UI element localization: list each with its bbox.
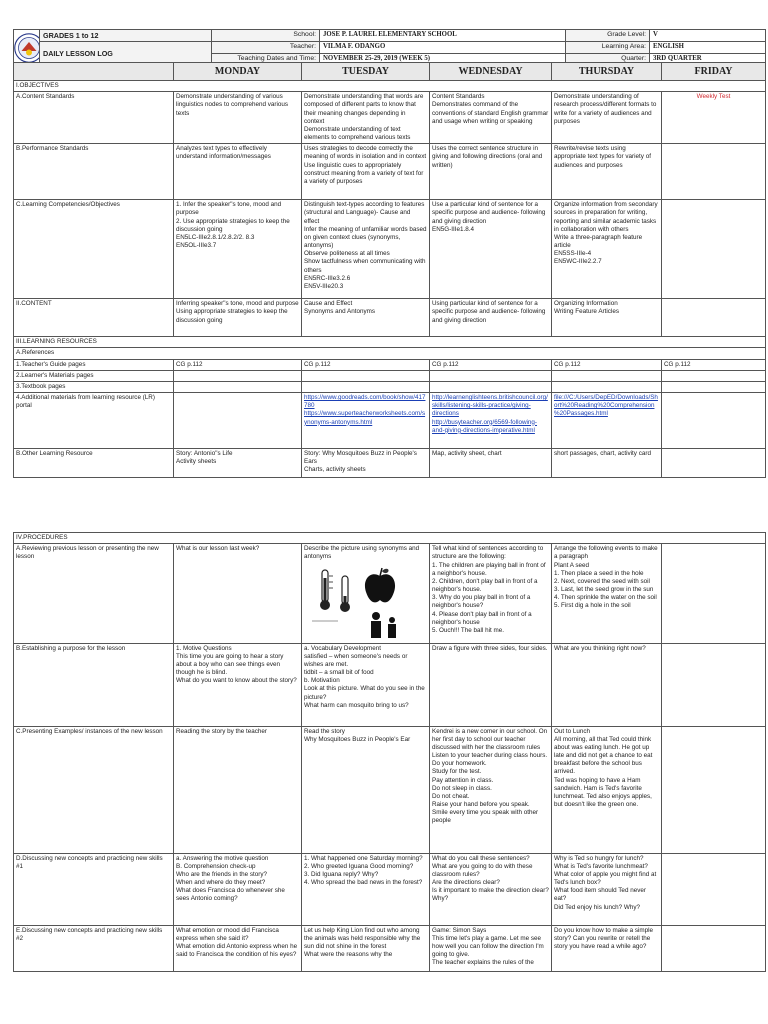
school-value: JOSE P. LAUREL ELEMENTARY SCHOOL — [320, 30, 566, 42]
cell-wednesday: CG p.112 — [430, 359, 552, 370]
row-label: D.Discussing new concepts and practicing new skills #1 — [14, 853, 174, 925]
row-label: B.Performance Standards — [14, 144, 174, 200]
discussing-skills-1-row — [14, 853, 766, 925]
cell-wednesday: Using particular kind of sentence for a specific purpose and audience- following and giving direction — [430, 299, 552, 337]
cell-monday: Inferring speaker"s tone, mood and purpose Using appropriate strategies to keep the discussion going — [174, 299, 302, 337]
competencies-row — [14, 200, 766, 299]
cell-tuesday: Cause and Effect Synonyms and Antonyms — [302, 299, 430, 337]
apple-icon — [362, 566, 398, 606]
discussing-skills-2-row — [14, 925, 766, 971]
cell-friday — [662, 544, 766, 643]
cell-friday — [662, 299, 766, 337]
cell-tuesday — [302, 544, 430, 643]
cell-tuesday: Read the story Why Mosquitoes Buzz in People's Ear — [302, 726, 430, 853]
additional-materials-row — [14, 393, 766, 449]
lesson-table-upper — [13, 62, 766, 478]
cell-monday: Story: Antonio"s Life Activity sheets — [174, 449, 302, 478]
resource-link-wednesday[interactable]: http://learnenglishteens.britishcouncil.org/skills/listening-skills-practice/giving-directions http://busyteacher.org/6569-following-and-giving-directions-imperative.html — [430, 393, 552, 449]
row-label: 1.Teacher's Guide pages — [14, 359, 174, 370]
cell-monday: 1. Infer the speaker"s tone, mood and purpose 2. Use appropriate strategies to keep the discussion going EN5LC-IIIe2.8.1/2.8.2/2. 8.3 EN5OL-IIIe3.7 — [174, 200, 302, 299]
cell-wednesday: Map, activity sheet, chart — [430, 449, 552, 478]
cell-monday — [174, 393, 302, 449]
row-label: E.Discussing new concepts and practicing new skills #2 — [14, 925, 174, 971]
cell-monday: CG p.112 — [174, 359, 302, 370]
cell-wednesday: Use a particular kind of sentence for a specific purpose and audience- following and giving direction EN5G-IIIe1.8.4 — [430, 200, 552, 299]
teacher-label: Teacher: — [212, 42, 320, 54]
row-label: B.Establishing a purpose for the lesson — [14, 643, 174, 726]
header-table — [13, 29, 766, 66]
cell-friday — [662, 853, 766, 925]
references-heading: A.References — [14, 348, 766, 359]
teacher-value: VILMA F. ODANGO — [320, 42, 566, 54]
cell-wednesday: Draw a figure with three sides, four sides. — [430, 643, 552, 726]
cell-tuesday: a. Vocabulary Development satisfied – when someone's needs or wishes are met. tidbit – a small bit of food b. Motivation Look at this picture. What do you see in the picture? What harm can mosquito bring to us? — [302, 643, 430, 726]
row-label: 4.Additional materials from learning resource (LR) portal — [14, 393, 174, 449]
small-caption-icon — [310, 616, 340, 626]
cell-monday: Demonstrate understanding of various linguistics nodes to comprehend various texts — [174, 92, 302, 144]
teachers-guide-row — [14, 359, 766, 370]
lesson-table-procedures — [13, 532, 766, 972]
dates-value: NOVEMBER 25-29, 2019 (WEEK 5) — [320, 54, 566, 66]
learning-area-value: ENGLISH — [650, 42, 766, 54]
cell-wednesday: What do you call these sentences? What are you going to do with these classroom rules? Are the directions clear? Is it important to make the direction clear? Why? — [430, 853, 552, 925]
cell-tuesday-text: Describe the picture using synonyms and antonyms — [304, 545, 420, 561]
learning-area-label: Learning Area: — [566, 42, 650, 54]
cell-monday: 1. Motive Questions This time you are going to hear a story about a boy who can see things even though he is blind. What do you want to know about the story? — [174, 643, 302, 726]
cell-friday — [662, 144, 766, 200]
cell-thursday: CG p.112 — [552, 359, 662, 370]
picture-set — [304, 564, 427, 642]
cell-friday — [662, 643, 766, 726]
cell-friday — [662, 393, 766, 449]
row-label: B.Other Learning Resource — [14, 449, 174, 478]
textbook-row — [14, 381, 766, 392]
day-header-blank — [14, 63, 174, 81]
cell-wednesday: Tell what kind of sentences according to structure are the following: 1. The children are playing ball in front of a neighbor's house. 2. Children, don't play ball in front of a neighbor's house. 3. Why do you play ball in front of a neighbor's house? 4. Please don't play ball in front of a neighbor's house 5. Ouch!!! The ball hit me. — [430, 544, 552, 643]
cell-wednesday: Uses the correct sentence structure in giving and following directions (oral and written) — [430, 144, 552, 200]
row-label: II.CONTENT — [14, 299, 174, 337]
thermometer-cold-icon — [334, 574, 356, 614]
performance-standards-row — [14, 144, 766, 200]
cell-wednesday: Kendrei is a new comer in our school. On her first day to school our teacher discussed with her the classroom rules Listen to your teacher during class hours. Do your homework. Study for the test. Pay attention in class. Do not sleep in class. Do not cheat. Raise your hand before you speak. Smile every time you speak with other people — [430, 726, 552, 853]
other-resources-row — [14, 449, 766, 478]
resource-link-tuesday[interactable]: https://www.goodreads.com/book/show/417780 https://www.superteacherworksheets.com/synonyms-antonyms.html — [302, 393, 430, 449]
cell-friday — [662, 925, 766, 971]
learning-resources-heading: III.LEARNING RESOURCES — [14, 337, 766, 348]
cell-monday: Analyzes text types to effectively understand information/messages — [174, 144, 302, 200]
grade-level-label: Grade Level: — [566, 30, 650, 42]
cell-tuesday: Let us help King Lion find out who among the animals was held responsible why the sun did not shine in the forest What were the reasons why the — [302, 925, 430, 971]
cell-thursday: Why is Ted so hungry for lunch? What is Ted's favorite lunchmeat? What color of apple you might find at Ted's lunch box? What food item should Ted never eat? Did Ted enjoy his lunch? Why? — [552, 853, 662, 925]
day-header-friday: FRIDAY — [662, 63, 766, 81]
cell-monday: What emotion or mood did Francisca express when she said it? What emotion did Antonio express when he said to Francisca the condition of his eyes? — [174, 925, 302, 971]
cell-thursday: Demonstrate understanding of research process/different formats to write for a variety of audiences and purposes — [552, 92, 662, 144]
objectives-heading: I.OBJECTIVES — [14, 81, 766, 92]
cell-tuesday: CG p.112 — [302, 359, 430, 370]
day-header-tuesday: TUESDAY — [302, 63, 430, 81]
log-title-daily: DAILY LESSON LOG — [40, 42, 212, 66]
weekly-test-note: Weekly Test — [662, 92, 766, 144]
content-row — [14, 299, 766, 337]
cell-thursday: Rewrite/revise texts using appropriate text types for variety of audiences and purposes — [552, 144, 662, 200]
cell-wednesday: Game: Simon Says This time let's play a game. Let me see how well you can follow the direction I'm going to give. The teacher explains the rules of the — [430, 925, 552, 971]
cell-tuesday: Story: Why Mosquitoes Buzz in People's Ears Charts, activity sheets — [302, 449, 430, 478]
cell-tuesday: 1. What happened one Saturday morning? 2. Who greeted Iguana Good morning? 3. Did Iguana reply? Why? 4. Who spread the bad news in the forest? — [302, 853, 430, 925]
cell-wednesday: Content Standards Demonstrates command of the conventions of standard English grammar and usage when writing or speaking — [430, 92, 552, 144]
cell-thursday: Do you know how to make a simple story? Can you rewrite or retell the story you have read a while ago? — [552, 925, 662, 971]
establishing-purpose-row — [14, 643, 766, 726]
cell-monday: a. Answering the motive question B. Comprehension check-up Who are the friends in the story? When and where do they meet? What does Francisca do whenever she sees Antonio coming? — [174, 853, 302, 925]
row-label: A.Content Standards — [14, 92, 174, 144]
presenting-examples-row — [14, 726, 766, 853]
cell-thursday: What are you thinking right now? — [552, 643, 662, 726]
cell-tuesday: Distinguish text-types according to features (structural and Language)- Cause and effect Infer the meaning of unfamiliar words based on given context clues (synonyms, antonyms) Observe politeness at all times Show tactfulness when communicating with others EN5RC-IIIe3.2.6 EN5V-IIIe20.3 — [302, 200, 430, 299]
dates-label: Teaching Dates and Time: — [212, 54, 320, 66]
grade-level-value: V — [650, 30, 766, 42]
cell-tuesday: Uses strategies to decode correctly the meaning of words in isolation and in context Use linguistic cues to appropriately construct meaning from a variety of text for a variety of purposes — [302, 144, 430, 200]
row-label: A.Reviewing previous lesson or presenting the new lesson — [14, 544, 174, 643]
people-icon — [366, 610, 404, 640]
learners-materials-row — [14, 370, 766, 381]
cell-monday: Reading the story by the teacher — [174, 726, 302, 853]
log-title-grades: GRADES 1 to 12 — [40, 30, 212, 42]
cell-friday — [662, 449, 766, 478]
row-label: 2.Learner's Materials pages — [14, 370, 174, 381]
cell-thursday: Out to Lunch All morning, all that Ted could think about was eating lunch. He got up late and did not get a chance to eat breakfast before the school bus arrived. Ted was hoping to have a Ham sandwich. Ham is Ted's favorite lunchmeat. Ted also enjoys apples, but doesn't like the green one. — [552, 726, 662, 853]
cell-friday — [662, 200, 766, 299]
day-header-wednesday: WEDNESDAY — [430, 63, 552, 81]
day-header-monday: MONDAY — [174, 63, 302, 81]
cell-thursday: Arrange the following events to make a paragraph Plant A seed 1. Then place a seed in the hole 2. Next, covered the seed with soil 3. Last, let the seed grow in the sun 4. Then sprinkle the water on the soil 5. First dig a hole in the soil — [552, 544, 662, 643]
reviewing-row — [14, 544, 766, 643]
cell-friday: CG p.112 — [662, 359, 766, 370]
quarter-label: Quarter: — [566, 54, 650, 66]
cell-friday — [662, 726, 766, 853]
procedures-heading: IV.PROCEDURES — [14, 533, 766, 544]
row-label: C.Presenting Examples/ instances of the new lesson — [14, 726, 174, 853]
day-header-thursday: THURSDAY — [552, 63, 662, 81]
cell-thursday: Organize information from secondary sources in preparation for writing, reporting and similar academic tasks in collaboration with others Write a three-paragraph feature article EN5SS-IIIe-4 EN5WC-IIIe2.2.7 — [552, 200, 662, 299]
cell-monday: What is our lesson last week? — [174, 544, 302, 643]
deped-seal-icon — [14, 33, 40, 63]
school-label: School: — [212, 30, 320, 42]
day-header-row — [14, 63, 766, 81]
row-label: 3.Textbook pages — [14, 381, 174, 392]
cell-thursday: Organizing Information Writing Feature Articles — [552, 299, 662, 337]
deped-seal-cell — [14, 30, 40, 66]
cell-tuesday: Demonstrate understanding that words are composed of different parts to know that their meaning changes depending in context Demonstrate understanding of text elements to comprehend various texts — [302, 92, 430, 144]
cell-thursday: short passages, chart, activity card — [552, 449, 662, 478]
row-label: C.Learning Competencies/Objectives — [14, 200, 174, 299]
content-standards-row — [14, 92, 766, 144]
resource-link-thursday[interactable]: file:///C:/Users/DepED/Downloads/Short%20Reading%20Comprehension%20Passages.html — [552, 393, 662, 449]
quarter-value: 3RD QUARTER — [650, 54, 766, 66]
